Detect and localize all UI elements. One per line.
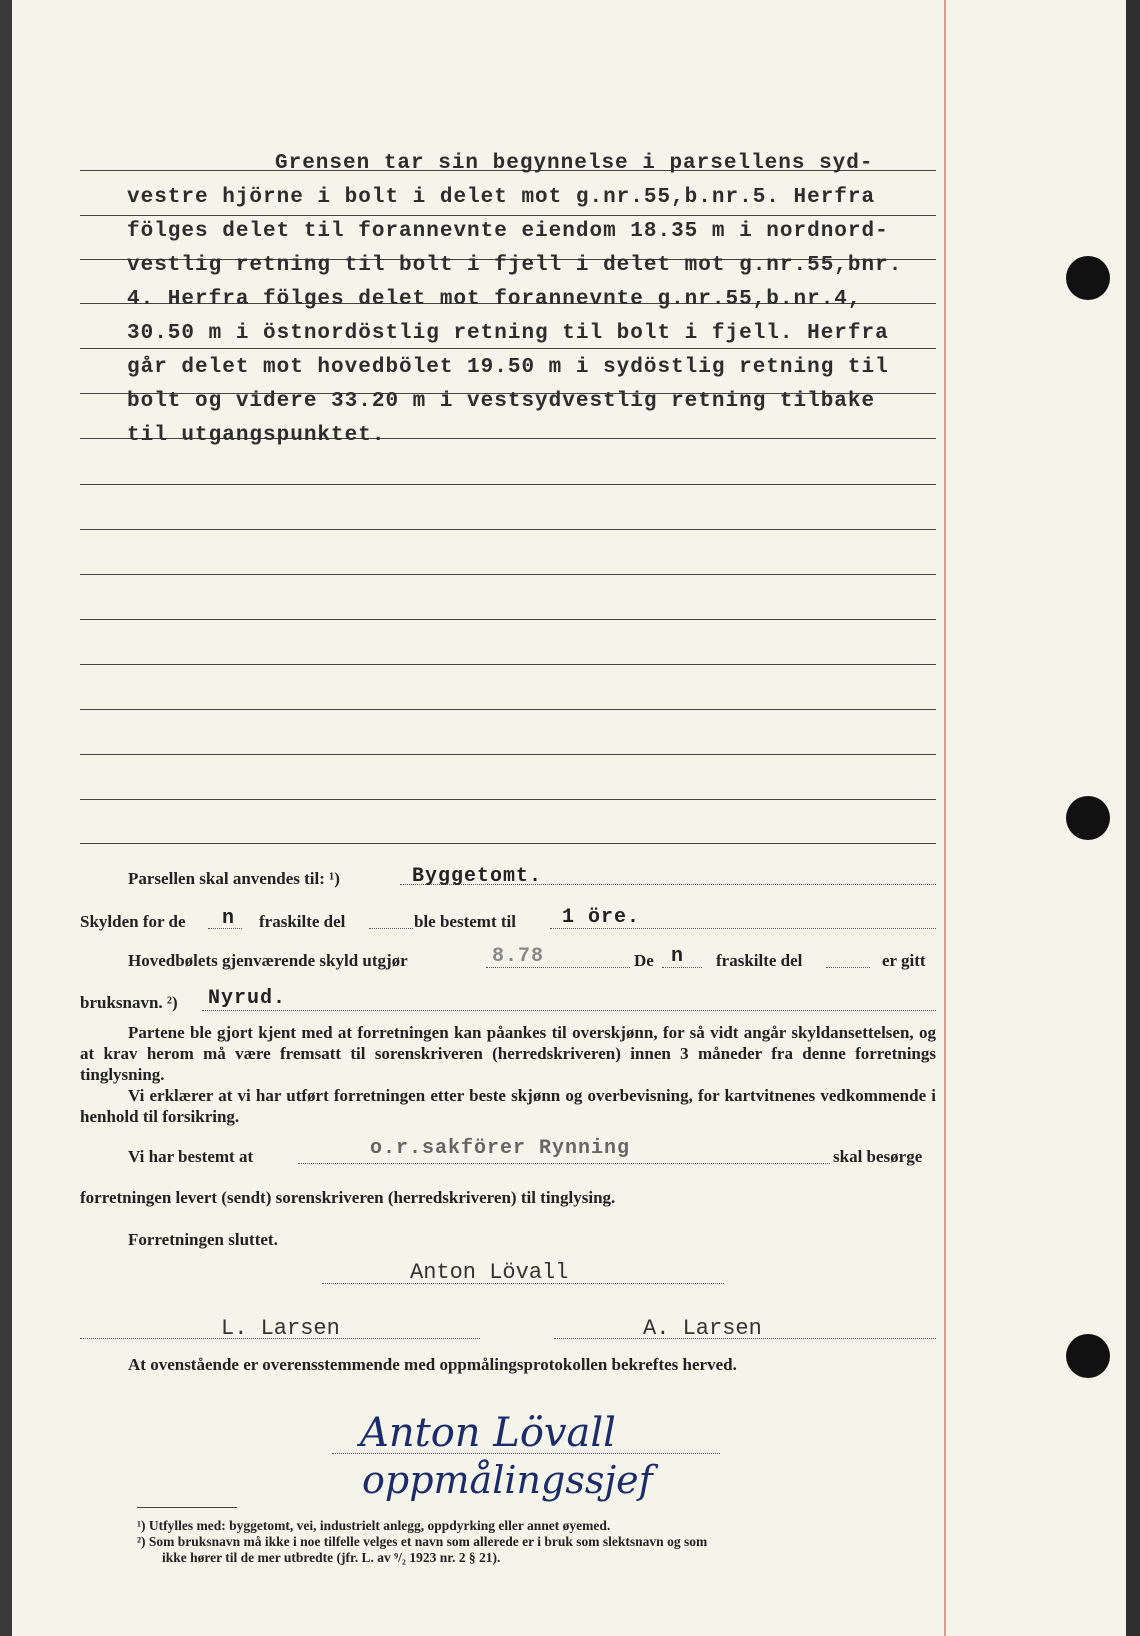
bekreftes-text: At ovenstående er overensstemmende med oppmålingsprotokollen bekreftes herved.	[128, 1355, 737, 1374]
witness-1-signature: L. Larsen	[221, 1316, 340, 1341]
footnote-divider	[137, 1507, 237, 1508]
skyld-mark: n	[222, 907, 236, 930]
anvendes-label: Parsellen skal anvendes til: ¹)	[128, 869, 340, 888]
footnote-2-continued: ikke hører til de mer utbredte (jfr. L. av ⁹/₂ 1923 nr. 2 § 21).	[162, 1550, 501, 1565]
margin-line	[944, 0, 946, 1636]
handwritten-title: oppmålingssjef	[362, 1458, 653, 1502]
scan-edge	[1126, 0, 1140, 1636]
hoved-dotted-3	[826, 967, 870, 968]
ruled-line	[80, 799, 936, 800]
sluttet-text: Forretningen sluttet.	[128, 1230, 278, 1249]
hoved-label-2: De	[634, 951, 654, 970]
bruksnavn-dotted-line	[202, 1010, 936, 1011]
description-line: vestlig retning til bolt i fjell i delet mot g.nr.55,bnr.	[127, 254, 903, 277]
leader-signature-line	[322, 1283, 724, 1284]
description-line: fölges delet til forannevnte eiendom 18.35 m i nordnord-	[127, 220, 889, 243]
ruled-line	[80, 574, 936, 575]
ruled-line	[80, 529, 936, 530]
punch-hole	[1066, 796, 1110, 840]
bruksnavn-value: Nyrud.	[208, 987, 287, 1010]
description-line: 30.50 m i östnordöstlig retning til bolt i fjell. Herfra	[127, 322, 889, 345]
ruled-line	[80, 754, 936, 755]
anvendes-value: Byggetomt.	[412, 865, 543, 888]
description-line: vestre hjörne i bolt i delet mot g.nr.55,b.nr.5. Herfra	[127, 186, 876, 209]
skyld-label-1: Skylden for de	[80, 912, 186, 931]
punch-hole	[1066, 256, 1110, 300]
hoved-mark: n	[671, 945, 685, 968]
ruled-line	[80, 843, 936, 844]
hoved-label-4: er gitt	[882, 951, 926, 970]
ruled-line	[80, 619, 936, 620]
besorge-label: skal besørge	[833, 1147, 923, 1166]
handwritten-name: Anton Lövall	[360, 1410, 616, 1456]
erklaering-paragraph: Vi erklærer at vi har utført forretningen etter beste skjønn og overbevisning, for kartvitnenes vedkommende i henhold til forsikring.	[80, 1086, 936, 1126]
bestemt-dotted-line	[298, 1163, 830, 1164]
skyld-label-3: ble bestemt til	[414, 912, 516, 931]
footnote-1: ¹) Utfylles med: byggetomt, vei, industrielt anlegg, oppdyrking eller annet øyemed.	[137, 1518, 611, 1533]
ruled-line	[80, 348, 936, 349]
leader-signature: Anton Lövall	[410, 1260, 569, 1285]
punch-hole	[1066, 1334, 1110, 1378]
witness-1-signature-line	[80, 1338, 480, 1339]
hoved-label-1: Hovedbølets gjenværende skyld utgjør	[128, 951, 408, 970]
skyld-label-2: fraskilte del	[259, 912, 346, 931]
witness-2-signature: A. Larsen	[643, 1316, 762, 1341]
hoved-label-3: fraskilte del	[716, 951, 803, 970]
skyld-value: 1 öre.	[562, 906, 641, 929]
description-line: 4. Herfra fölges delet mot forannevnte g.nr.55,b.nr.4,	[127, 288, 862, 311]
description-line: bolt og videre 33.20 m i vestsydvestlig retning tilbake	[127, 390, 876, 413]
bestemt-value: o.r.sakförer Rynning	[370, 1137, 631, 1160]
ruled-line	[80, 664, 936, 665]
ruled-line	[80, 484, 936, 485]
bestemt-label: Vi har bestemt at	[128, 1147, 254, 1166]
description-line: går delet mot hovedbölet 19.50 m i sydöstlig retning til	[127, 356, 889, 379]
document-page	[12, 0, 1140, 1636]
ruled-line	[80, 215, 936, 216]
levert-text: forretningen levert (sendt) sorenskriveren (herredskriveren) til tinglysing.	[80, 1188, 616, 1207]
partene-paragraph: Partene ble gjort kjent med at forretningen kan påankes til overskjønn, for så vidt angår skyldansettelsen, og at krav herom må være fremsatt til sorenskriveren (herredskriveren) innen 3 måneder fra denne forretnings tinglysning.	[80, 1023, 936, 1084]
footnote-2: ²) Som bruksnavn må ikke i noe tilfelle velges et navn som allerede er i bruk som slektsnavn og som	[137, 1534, 708, 1549]
ruled-line	[80, 709, 936, 710]
description-line: Grensen tar sin begynnelse i parsellens syd-	[275, 152, 874, 175]
witness-2-signature-line	[554, 1338, 936, 1339]
hoved-value: 8.78	[492, 945, 545, 968]
description-line: til utgangspunktet.	[127, 424, 386, 447]
handwritten-signature-line	[332, 1453, 720, 1454]
skyld-dotted-2	[369, 928, 413, 929]
bruksnavn-label: bruksnavn. ²)	[80, 993, 178, 1012]
